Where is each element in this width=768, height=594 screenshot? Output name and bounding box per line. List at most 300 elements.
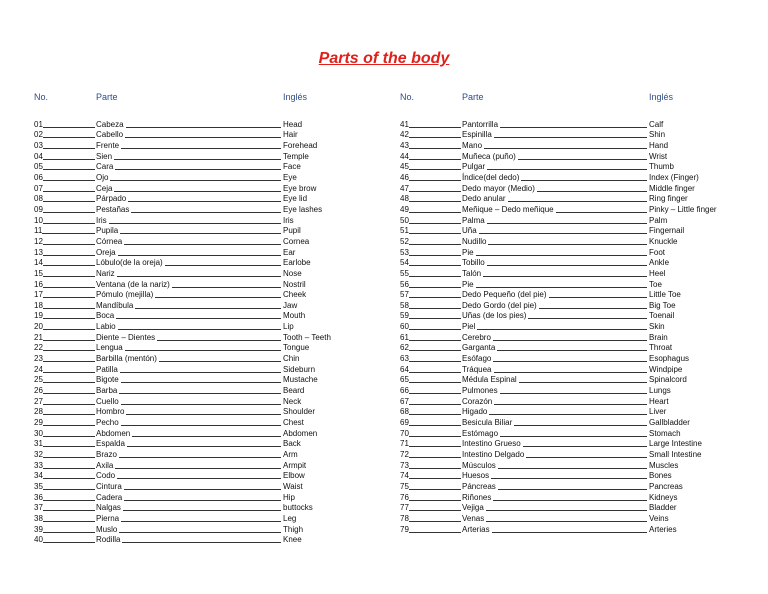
table-row: [34, 129, 394, 140]
row-number-cell: [400, 482, 462, 491]
row-number-cell: [400, 397, 462, 406]
parte-text: Patilla: [96, 364, 118, 374]
blank-line: [165, 265, 281, 266]
blank-line: [114, 191, 281, 192]
parte-cell: [96, 493, 283, 502]
parte-text: Ventana (de la nariz): [96, 279, 170, 289]
row-number-cell: [400, 280, 462, 289]
row-number: 77: [400, 503, 409, 513]
parte-text: Labio: [96, 322, 116, 332]
row-number: 12: [34, 236, 43, 246]
row-number: 22: [34, 343, 43, 353]
blank-line: [117, 276, 281, 277]
row-number: 36: [34, 492, 43, 502]
blank-line: [409, 436, 461, 437]
row-number-cell: [34, 248, 96, 257]
parte-cell: [96, 386, 283, 395]
header-no: No.: [400, 92, 415, 102]
table-row: [400, 459, 760, 470]
blank-line: [409, 457, 461, 458]
parte-text: Palma: [462, 215, 485, 225]
row-number: 01: [34, 119, 43, 129]
blank-line: [43, 318, 95, 319]
parte-cell: [462, 248, 649, 257]
row-number: 57: [400, 290, 409, 300]
table-row: [400, 289, 760, 300]
blank-line: [493, 361, 647, 362]
row-number: 74: [400, 471, 409, 481]
row-number-cell: [34, 333, 96, 342]
row-number-cell: [34, 525, 96, 534]
parte-text: Muñeca (puño): [462, 151, 516, 161]
row-number: 33: [34, 460, 43, 470]
blank-line: [120, 372, 281, 373]
parte-cell: [462, 162, 649, 171]
parte-cell: [462, 152, 649, 161]
ingles-text: Armpit: [283, 460, 307, 470]
row-number: 14: [34, 258, 43, 268]
row-number: 03: [34, 140, 43, 150]
blank-line: [43, 148, 95, 149]
parte-text: Corazón: [462, 396, 493, 406]
ingles-text: Beard: [283, 386, 305, 396]
row-number: 65: [400, 375, 409, 385]
blank-line: [537, 191, 647, 192]
table-row: [34, 374, 394, 385]
ingles-text: Elbow: [283, 471, 305, 481]
blank-line: [43, 297, 95, 298]
ingles-text: Index (Finger): [649, 172, 699, 182]
blank-line: [476, 255, 647, 256]
parte-text: Barbilla (mentón): [96, 354, 157, 364]
parte-cell: [96, 365, 283, 374]
table-row: [34, 118, 394, 129]
parte-text: Sien: [96, 151, 113, 161]
ingles-text: Temple: [283, 151, 309, 161]
table-row: [400, 416, 760, 427]
row-number-cell: [34, 535, 96, 544]
ingles-text: Thigh: [283, 524, 304, 534]
blank-line: [43, 404, 95, 405]
row-number-cell: [400, 301, 462, 310]
parte-cell: [96, 450, 283, 459]
row-number: 35: [34, 481, 43, 491]
ingles-text: Eye brow: [283, 183, 317, 193]
table-row: [34, 214, 394, 225]
row-number: 32: [34, 450, 43, 459]
parte-cell: [462, 280, 649, 289]
row-number-cell: [400, 450, 462, 459]
left-rows: [34, 118, 394, 544]
row-number-cell: [400, 343, 462, 352]
parte-text: Cintura: [96, 481, 122, 491]
blank-line: [409, 191, 461, 192]
row-number-cell: [34, 386, 96, 395]
parte-text: Pestañas: [96, 204, 130, 214]
blank-line: [409, 308, 461, 309]
parte-text: Mandíbula: [96, 300, 134, 310]
row-number-cell: [34, 397, 96, 406]
parte-cell: [96, 343, 283, 352]
parte-cell: [462, 269, 649, 278]
blank-line: [42, 233, 95, 234]
parte-cell: [462, 429, 649, 438]
blank-line: [155, 297, 281, 298]
ingles-text: Nostril: [283, 279, 306, 289]
row-number: 16: [34, 279, 43, 289]
blank-line: [132, 436, 281, 437]
blank-line: [487, 223, 647, 224]
ingles-text: Knee: [283, 535, 302, 545]
row-number: 59: [400, 311, 409, 321]
parte-text: Mano: [462, 140, 483, 150]
ingles-text: Large Intestine: [649, 439, 702, 449]
parte-text: Riñones: [462, 492, 492, 502]
row-number-cell: [34, 439, 96, 448]
row-number-cell: [34, 450, 96, 459]
blank-line: [523, 446, 647, 447]
ingles-text: Jaw: [283, 300, 298, 310]
page-title-text: Parts of the body: [318, 50, 450, 67]
ingles-text: Tooth – Teeth: [283, 332, 331, 342]
blank-line: [486, 521, 647, 522]
row-number: 40: [34, 535, 43, 545]
row-number: 73: [400, 460, 409, 470]
table-row: [400, 267, 760, 278]
row-number: 02: [34, 130, 43, 140]
ingles-text: Stomach: [649, 428, 681, 438]
parte-text: Cabello: [96, 130, 124, 140]
ingles-text: Windpipe: [649, 364, 683, 374]
blank-line: [492, 532, 647, 533]
parte-cell: [96, 258, 283, 267]
row-number-cell: [34, 130, 96, 139]
row-number: 61: [400, 332, 409, 342]
blank-line: [121, 404, 281, 405]
ingles-text: Foot: [649, 247, 666, 257]
ingles-text: Ring finger: [649, 194, 688, 204]
row-number-cell: [400, 493, 462, 502]
blank-line: [483, 276, 647, 277]
table-row: [34, 161, 394, 172]
blank-line: [489, 414, 647, 415]
blank-line: [487, 265, 647, 266]
row-number-cell: [34, 290, 96, 299]
blank-line: [409, 127, 461, 128]
row-number-cell: [400, 365, 462, 374]
parte-cell: [462, 503, 649, 512]
table-row: [400, 480, 760, 491]
table-row: [400, 331, 760, 342]
ingles-text: Wrist: [649, 151, 668, 161]
row-number-cell: [400, 429, 462, 438]
parte-text: Barba: [96, 386, 118, 396]
row-number-cell: [34, 173, 96, 182]
row-number: 63: [400, 354, 409, 364]
ingles-text: Lip: [283, 322, 294, 332]
parte-cell: [96, 141, 283, 150]
blank-line: [121, 521, 281, 522]
table-row: [34, 416, 394, 427]
ingles-text: Toe: [649, 279, 662, 289]
blank-line: [498, 468, 647, 469]
table-row: [400, 171, 760, 182]
row-number: 72: [400, 450, 409, 459]
blank-line: [43, 191, 95, 192]
table-row: [34, 342, 394, 353]
parte-cell: [462, 418, 649, 427]
parte-text: Oreja: [96, 247, 116, 257]
row-number-cell: [400, 503, 462, 512]
parte-text: Cadera: [96, 492, 123, 502]
row-number-cell: [34, 194, 96, 203]
parte-text: Vejiga: [462, 503, 484, 513]
parte-text: Pie: [462, 279, 474, 289]
ingles-text: Neck: [283, 396, 302, 406]
row-number-cell: [34, 365, 96, 374]
ingles-text: Arm: [283, 450, 298, 459]
column-header: [400, 92, 760, 106]
row-number-cell: [400, 439, 462, 448]
blank-line: [409, 425, 461, 426]
blank-line: [109, 223, 281, 224]
row-number: 52: [400, 236, 409, 246]
parte-text: Cerebro: [462, 332, 491, 342]
parte-text: Pulmones: [462, 386, 498, 396]
row-number: 26: [34, 386, 43, 396]
blank-line: [409, 201, 461, 202]
ingles-text: Ear: [283, 247, 296, 257]
parte-cell: [96, 514, 283, 523]
parte-text: Rodilla: [96, 535, 121, 545]
row-number-cell: [400, 525, 462, 534]
parte-text: Tobillo: [462, 258, 485, 268]
row-number: 29: [34, 418, 43, 428]
blank-line: [121, 425, 281, 426]
blank-line: [124, 500, 281, 501]
blank-line: [43, 425, 95, 426]
table-row: [400, 129, 760, 140]
blank-line: [409, 478, 461, 479]
row-number: 04: [34, 151, 43, 161]
parte-cell: [462, 386, 649, 395]
ingles-text: Small Intestine: [649, 450, 702, 459]
table-row: [400, 118, 760, 129]
blank-line: [556, 212, 647, 213]
ingles-text: Tongue: [283, 343, 310, 353]
parte-cell: [462, 226, 649, 235]
blank-line: [43, 521, 95, 522]
parte-text: Pecho: [96, 418, 119, 428]
row-number-cell: [34, 152, 96, 161]
row-number: 68: [400, 407, 409, 417]
row-number: 41: [400, 119, 409, 129]
parte-text: Uñas (de los pies): [462, 311, 527, 321]
row-number-cell: [400, 269, 462, 278]
parte-cell: [462, 397, 649, 406]
row-number-cell: [34, 258, 96, 267]
parte-text: Intestino Grueso: [462, 439, 521, 449]
blank-line: [487, 169, 647, 170]
ingles-text: Nose: [283, 268, 302, 278]
parte-text: Meñique – Dedo meñique: [462, 204, 554, 214]
ingles-text: Pupil: [283, 226, 301, 236]
ingles-text: buttocks: [283, 503, 313, 513]
column-header: [34, 92, 394, 106]
parte-cell: [462, 407, 649, 416]
row-number: 79: [400, 524, 409, 534]
parte-text: Diente – Dientes: [96, 332, 156, 342]
row-number: 38: [34, 513, 43, 523]
parte-text: Índice(del dedo): [462, 172, 520, 182]
table-row: [34, 257, 394, 268]
parte-text: Uña: [462, 226, 477, 236]
parte-text: Pómulo (mejilla): [96, 290, 154, 300]
parte-text: Pupila: [96, 226, 119, 236]
row-number-cell: [34, 311, 96, 320]
row-number: 30: [34, 428, 43, 438]
parte-cell: [462, 471, 649, 480]
blank-line: [43, 180, 95, 181]
row-number-cell: [34, 205, 96, 214]
table-row: [34, 203, 394, 214]
parte-cell: [96, 429, 283, 438]
row-number: 06: [34, 172, 43, 182]
table-row: [400, 427, 760, 438]
table-row: [400, 139, 760, 150]
row-number-cell: [400, 471, 462, 480]
row-number-cell: [34, 461, 96, 470]
blank-line: [500, 393, 647, 394]
parte-text: Estómago: [462, 428, 499, 438]
ingles-text: Head: [283, 119, 303, 129]
parte-cell: [462, 194, 649, 203]
row-number: 45: [400, 162, 409, 172]
ingles-text: Pinky – Little finger: [649, 204, 717, 214]
row-number-cell: [400, 226, 462, 235]
row-number-cell: [400, 205, 462, 214]
ingles-text: Gallbladder: [649, 418, 690, 428]
parte-text: Abdomen: [96, 428, 131, 438]
row-number: 53: [400, 247, 409, 257]
parte-cell: [462, 450, 649, 459]
ingles-text: Hair: [283, 130, 298, 140]
blank-line: [119, 532, 281, 533]
table-row: [400, 161, 760, 172]
table-row: [400, 225, 760, 236]
parte-cell: [96, 301, 283, 310]
table-row: [400, 150, 760, 161]
ingles-text: Liver: [649, 407, 667, 417]
blank-line: [124, 244, 281, 245]
ingles-text: Leg: [283, 513, 297, 523]
blank-line: [43, 436, 95, 437]
blank-line: [521, 180, 647, 181]
row-number: 27: [34, 396, 43, 406]
blank-line: [526, 457, 647, 458]
table-row: [34, 534, 394, 545]
row-number-cell: [34, 407, 96, 416]
row-number-cell: [400, 120, 462, 129]
blank-line: [131, 212, 281, 213]
blank-line: [549, 297, 647, 298]
table-row: [34, 193, 394, 204]
row-number-cell: [34, 322, 96, 331]
parte-text: Páncreas: [462, 481, 496, 491]
parte-text: Intestino Delgado: [462, 450, 525, 459]
table-row: [34, 150, 394, 161]
parte-text: Tráquea: [462, 364, 492, 374]
blank-line: [409, 361, 461, 362]
parte-text: Frente: [96, 140, 120, 150]
blank-line: [116, 318, 281, 319]
row-number: 64: [400, 364, 409, 374]
ingles-text: Brain: [649, 332, 668, 342]
row-number-cell: [400, 248, 462, 257]
row-number-cell: [400, 407, 462, 416]
ingles-text: Hand: [649, 140, 669, 150]
blank-line: [119, 393, 281, 394]
parte-cell: [96, 162, 283, 171]
ingles-text: Middle finger: [649, 183, 695, 193]
table-row: [34, 352, 394, 363]
ingles-text: Eye lashes: [283, 204, 323, 214]
blank-line: [409, 180, 461, 181]
blank-line: [43, 414, 95, 415]
parte-text: Ojo: [96, 172, 109, 182]
blank-line: [43, 265, 95, 266]
row-number-cell: [400, 194, 462, 203]
parte-cell: [96, 226, 283, 235]
parte-cell: [96, 194, 283, 203]
blank-line: [488, 244, 647, 245]
ingles-text: Back: [283, 439, 301, 449]
row-number: 20: [34, 322, 43, 332]
table-row: [34, 267, 394, 278]
parte-text: Boca: [96, 311, 115, 321]
parte-cell: [462, 205, 649, 214]
parte-cell: [462, 439, 649, 448]
row-number: 67: [400, 396, 409, 406]
table-row: [34, 512, 394, 523]
blank-line: [117, 478, 281, 479]
table-row: [400, 363, 760, 374]
blank-line: [43, 308, 95, 309]
row-number-cell: [400, 418, 462, 427]
parte-text: Cabeza: [96, 119, 124, 129]
row-number: 05: [34, 162, 43, 172]
ingles-text: Face: [283, 162, 301, 172]
blank-line: [409, 372, 461, 373]
table-row: [34, 448, 394, 459]
row-number: 60: [400, 322, 409, 332]
header-parte: Parte: [462, 92, 484, 102]
table-row: [34, 320, 394, 331]
row-number-cell: [400, 173, 462, 182]
ingles-text: Heart: [649, 396, 669, 406]
blank-line: [43, 201, 95, 202]
row-number: 70: [400, 428, 409, 438]
row-number-cell: [34, 375, 96, 384]
parte-cell: [462, 237, 649, 246]
blank-line: [518, 159, 647, 160]
parte-text: Dedo Gordo (del pie): [462, 300, 537, 310]
blank-line: [43, 478, 95, 479]
parte-text: Dedo anular: [462, 194, 506, 204]
parte-cell: [96, 237, 283, 246]
blank-line: [494, 404, 647, 405]
blank-line: [409, 414, 461, 415]
